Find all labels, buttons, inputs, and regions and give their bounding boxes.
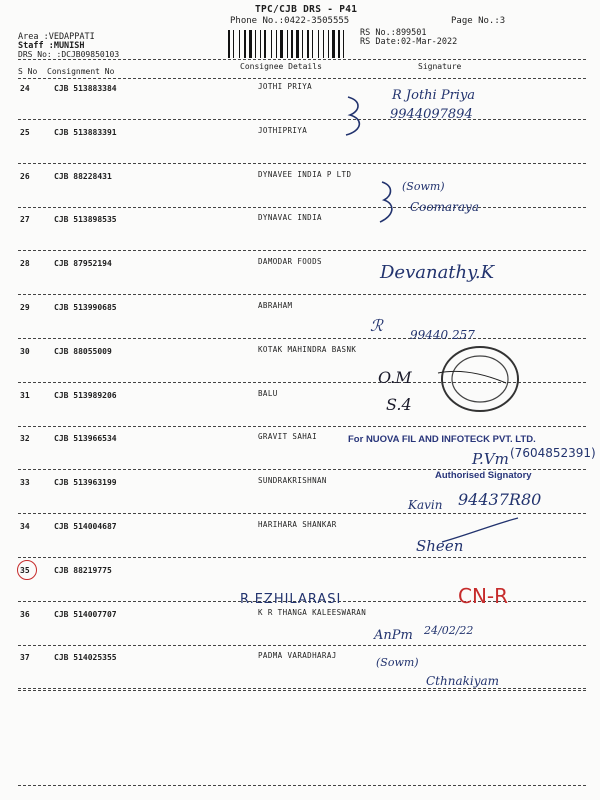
circled-row-mark [17,560,37,580]
row-consignment-number: CJB 514004687 [54,522,117,531]
row-serial-number: 33 [20,478,30,488]
row-consignee-name: SUNDRAKRISHNAN [258,476,327,486]
row-consignment-number: CJB 88228431 [54,171,112,181]
row-divider [18,250,586,251]
row-consignment-number: CJB 513898535 [54,215,117,225]
rs-number: RS No.:899501 [360,28,427,38]
barcode-bar [332,30,335,58]
handwritten-phone-33: 94437R80 [458,490,542,509]
handwritten-mark-35: CN-R [458,584,509,608]
row-divider [18,207,586,208]
barcode-bar [302,30,303,58]
handwritten-name-35: R.EZHILARASI [240,592,342,607]
barcode-bar [233,30,234,58]
staff-label: Staff :MUNISH [18,41,85,51]
handwritten-signature-31: S.4 [386,395,412,414]
row-divider [18,513,586,514]
row-consignee-name: DYNAVEE INDIA P LTD [258,169,352,179]
row-consignment-number: CJB 513989206 [54,390,117,400]
row-divider [18,119,586,120]
row-consignment-number: CJB 513966534 [54,434,117,444]
row-consignee-name: DYNAVAC INDIA [258,213,322,223]
row-serial-number: 31 [20,390,30,400]
row-consignee-name: JOTHI PRIYA [258,82,313,91]
barcode-bar [260,30,261,58]
barcode-bar [239,30,240,58]
handwritten-name-33: Kavin [408,498,443,512]
handwritten-name-24: R Jothi Priya [392,88,476,103]
authorised-signatory-label: Authorised Signatory [435,470,532,481]
phone-number: Phone No.:0422-3505555 [230,16,350,26]
drs-number: DRS No: :DCJB09850103 [18,50,120,59]
row-consignment-number: CJB 88219775 [54,565,112,575]
row-divider [18,294,586,295]
row-consignment-number: CJB 87952194 [54,259,112,269]
row-consignee-name: DAMODAR FOODS [258,257,322,267]
barcode-bar [312,30,313,58]
row-serial-number: 24 [20,84,30,93]
signature-stroke [440,516,520,546]
row-serial-number: 37 [20,653,30,663]
company-stamp-name: For NUOVA FIL AND INFOTECK PVT. LTD. [348,434,536,445]
row-serial-number: 30 [20,346,30,356]
barcode-bar [343,30,344,58]
row-divider [18,163,586,164]
company-seal-icon [428,343,524,415]
row-consignment-number: CJB 513883384 [54,84,117,93]
column-header-signature: Signature [418,62,462,71]
row-serial-number: 32 [20,434,30,444]
row-consignee-name: BALU [258,388,278,398]
handwritten-signature-27: Coomaraya [410,200,479,214]
handwritten-note-37: (Sowm) [376,656,419,669]
row-consignment-number: CJB 513883391 [54,127,117,137]
row-consignee-name: GRAVIT SAHAI [258,432,317,442]
barcode-bar [287,30,288,58]
row-consignment-number: CJB 513963199 [54,478,117,488]
barcode-bar [338,30,340,58]
row-consignee-name: ABRAHAM [258,301,293,310]
bracket-signature-mark [340,93,370,138]
barcode-bar [249,30,252,58]
divider [18,59,586,60]
row-serial-number: 36 [20,609,30,619]
row-consignee-name: JOTHIPRIYA [258,125,308,135]
row-consignee-name: HARIHARA SHANKAR [258,520,337,529]
row-consignment-number: CJB 88055009 [54,346,112,356]
divider [18,785,586,786]
divider [18,690,586,691]
row-consignee-name: PADMA VARADHARAJ [258,651,337,661]
row-divider [18,338,586,339]
page-number: Page No.:3 [451,16,506,26]
row-serial-number: 29 [20,303,30,312]
handwritten-signature-36: AnPm [374,628,413,643]
barcode-bar [328,30,329,58]
row-serial-number: 34 [20,522,30,531]
column-header-consignee: Consignee Details [240,62,322,71]
row-consignment-number: CJB 513990685 [54,303,117,312]
barcode-bar [291,30,293,58]
barcode-bar [280,30,283,58]
rs-date: RS Date:02-Mar-2022 [360,37,458,47]
handwritten-signature-28: Devanathy.K [380,262,495,283]
row-serial-number: 26 [20,171,30,181]
row-consignment-number: CJB 514007707 [54,609,117,619]
sheet-title: TPC/CJB DRS - P41 [255,4,358,15]
barcode-bar [271,30,272,58]
barcode-bar [276,30,277,58]
row-divider [18,557,586,558]
handwritten-phone-32: (7604852391) [510,446,596,460]
barcode-bar [244,30,246,58]
bracket-signature-mark [376,178,400,226]
row-serial-number: 25 [20,127,30,137]
barcode-bar [296,30,299,58]
barcode-bar [318,30,319,58]
handwritten-initials-29: ℛ [370,316,383,335]
row-divider [18,645,586,646]
handwritten-phone-24: 9944097894 [390,107,473,122]
barcode-bar [307,30,309,58]
divider [18,78,586,79]
barcode-bar [264,30,266,58]
row-divider [18,426,586,427]
barcode [228,30,348,58]
row-serial-number: 35 [20,565,30,575]
handwritten-signature-30: O.M [378,368,412,387]
handwritten-note-26: (Sowm) [402,180,445,193]
column-header-consignment: Consignment No [47,67,115,76]
handwritten-signature-37: Cthnakiyam [426,674,500,688]
row-consignee-name: KOTAK MAHINDRA BASNK [258,344,357,354]
row-serial-number: 27 [20,215,30,225]
row-serial-number: 28 [20,259,30,269]
barcode-bar [255,30,256,58]
column-header-sno: S No [18,67,38,76]
row-consignee-name: K R THANGA KALEESWARAN [258,607,367,617]
area-label: Area :VEDAPPATI [18,32,95,42]
handwritten-date-36: 24/02/22 [424,624,474,637]
barcode-bar [228,30,230,58]
barcode-bar [323,30,324,58]
handwritten-signature-34: Sheen [416,537,464,555]
row-consignment-number: CJB 514025355 [54,653,117,663]
handwritten-phone-29: 99440 257 [410,328,475,342]
handwritten-signature-32: P.Vm [472,450,509,468]
